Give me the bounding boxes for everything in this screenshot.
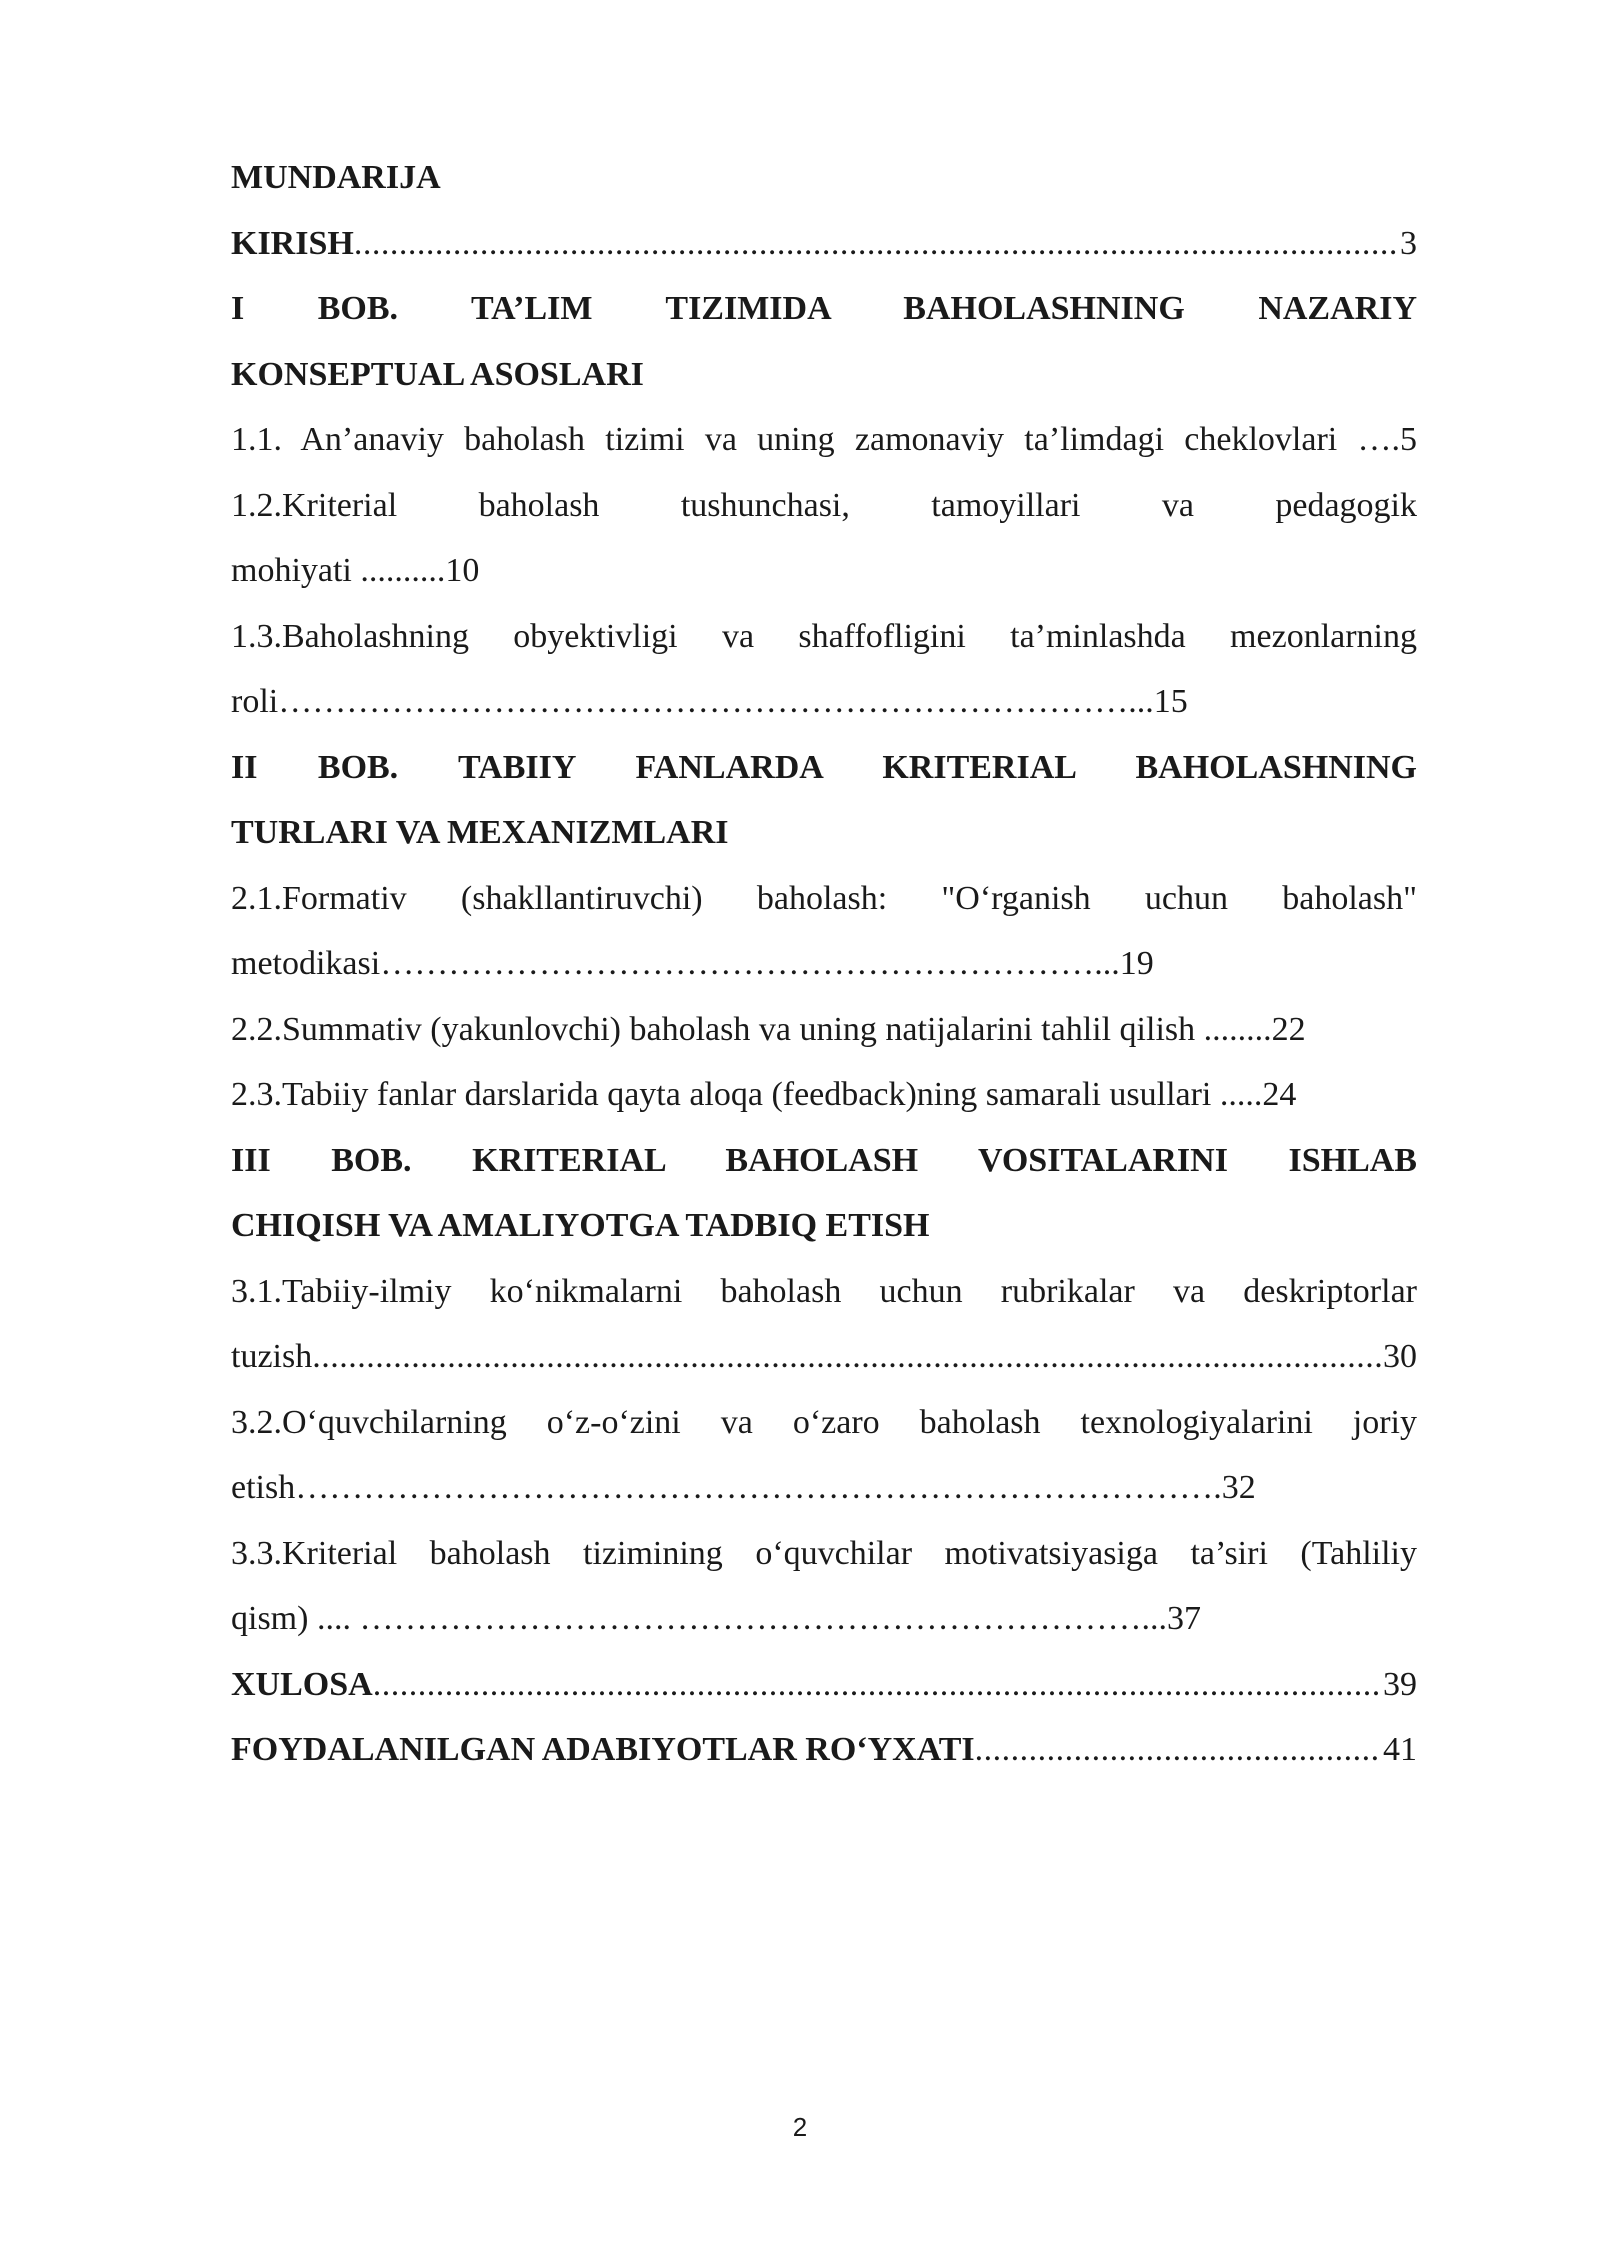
toc-entry-3-3: 3.3.Kriterial baholash tizimining o‘quvchilar motivatsiyasiga ta’siri (Tahliliy — [231, 1534, 1417, 1572]
toc-entry-adabiyotlar — [231, 1717, 1417, 1783]
toc-entry-title: FOYDALANILGAN ADABIYOTLAR RO‘YXATI — [231, 1731, 975, 1768]
toc-entry-2-1-cont: metodikasi………………………………………………………...19 — [231, 945, 1154, 982]
chapter-1-title: I BOB. TA’LIM TIZIMIDA BAHOLASHNING NAZARIY — [231, 290, 1417, 327]
toc-entry-page: 3 — [1400, 224, 1417, 262]
toc-entry-1-2: 1.2.Kriterial baholash tushunchasi, tamoyillari va pedagogik — [231, 486, 1417, 524]
toc-entry-3-1: 3.1.Tabiiy-ilmiy ko‘nikmalarni baholash uchun rubrikalar va deskriptorlar — [231, 1272, 1417, 1310]
toc-entry-page: 39 — [1383, 1665, 1417, 1703]
toc-entry-1-1: 1.1. An’anaviy baholash tizimi va uning zamonaviy ta’limdagi cheklovlari ….5 — [231, 421, 1417, 458]
toc-entry-1-3: 1.3.Baholashning obyektivligi va shaffofligini ta’minlashda mezonlarning — [231, 617, 1417, 655]
toc-entry-1-2-cont: mohiyati ..........10 — [231, 552, 480, 589]
toc-entry-3-3-cont: qism) .... ……………………………………………………………...37 — [231, 1600, 1201, 1637]
toc-entry-3-2-cont: etish……………………………………………………………………….32 — [231, 1469, 1256, 1506]
toc-entry-page: 41 — [1383, 1731, 1417, 1768]
chapter-1-title-cont: KONSEPTUAL ASOSLARI — [231, 355, 644, 393]
toc-entry-2-2: 2.2.Summativ (yakunlovchi) baholash va uning natijalarini tahlil qilish ........22 — [231, 1010, 1306, 1048]
dot-leader: .............................. ..... — [975, 1717, 1381, 1783]
dot-leader: ........................................................................................ ..... — [373, 1652, 1381, 1718]
toc-entry-2-3: 2.3.Tabiiy fanlar darslarida qayta aloqa (feedback)ning samarali usullari .....24 — [231, 1076, 1297, 1113]
chapter-3-title: III BOB. KRITERIAL BAHOLASH VOSITALARINI ISHLAB — [231, 1141, 1417, 1179]
toc-entry-2-1: 2.1.Formativ (shakllantiruvchi) baholash: "O‘rganish uchun baholash" — [231, 879, 1417, 917]
toc-entry-xulosa — [231, 1652, 1417, 1718]
toc-entry-title: XULOSA — [231, 1665, 373, 1703]
chapter-3-title-cont: CHIQISH VA AMALIYOTGA TADBIQ ETISH — [231, 1207, 930, 1244]
toc-entry-3-2: 3.2.O‘quvchilarning o‘z-o‘zini va o‘zaro baholash texnologiyalarini joriy — [231, 1403, 1417, 1441]
dot-leader: ................................................................................................... ..... — [354, 211, 1398, 277]
toc-entry-title: tuzish — [231, 1338, 313, 1375]
chapter-2-title-cont: TURLARI VA MEXANIZMLARI — [231, 814, 729, 851]
page-number: 2 — [792, 2112, 808, 2142]
toc-entry-page: 30 — [1383, 1338, 1417, 1375]
toc-entry-title: KIRISH — [231, 224, 354, 262]
dot-leader: .......................................................................................... ..... — [312, 1324, 1381, 1390]
toc-entry-3-1-cont — [231, 1324, 1417, 1390]
toc-entry-kirish — [231, 211, 1417, 277]
toc-heading: MUNDARIJA — [231, 159, 441, 196]
table-of-contents — [231, 145, 1417, 1783]
toc-entry-1-3-cont: roli…………………………………………………………………...15 — [231, 683, 1188, 720]
chapter-2-title: II BOB. TABIIY FANLARDA KRITERIAL BAHOLASHNING — [231, 748, 1417, 786]
